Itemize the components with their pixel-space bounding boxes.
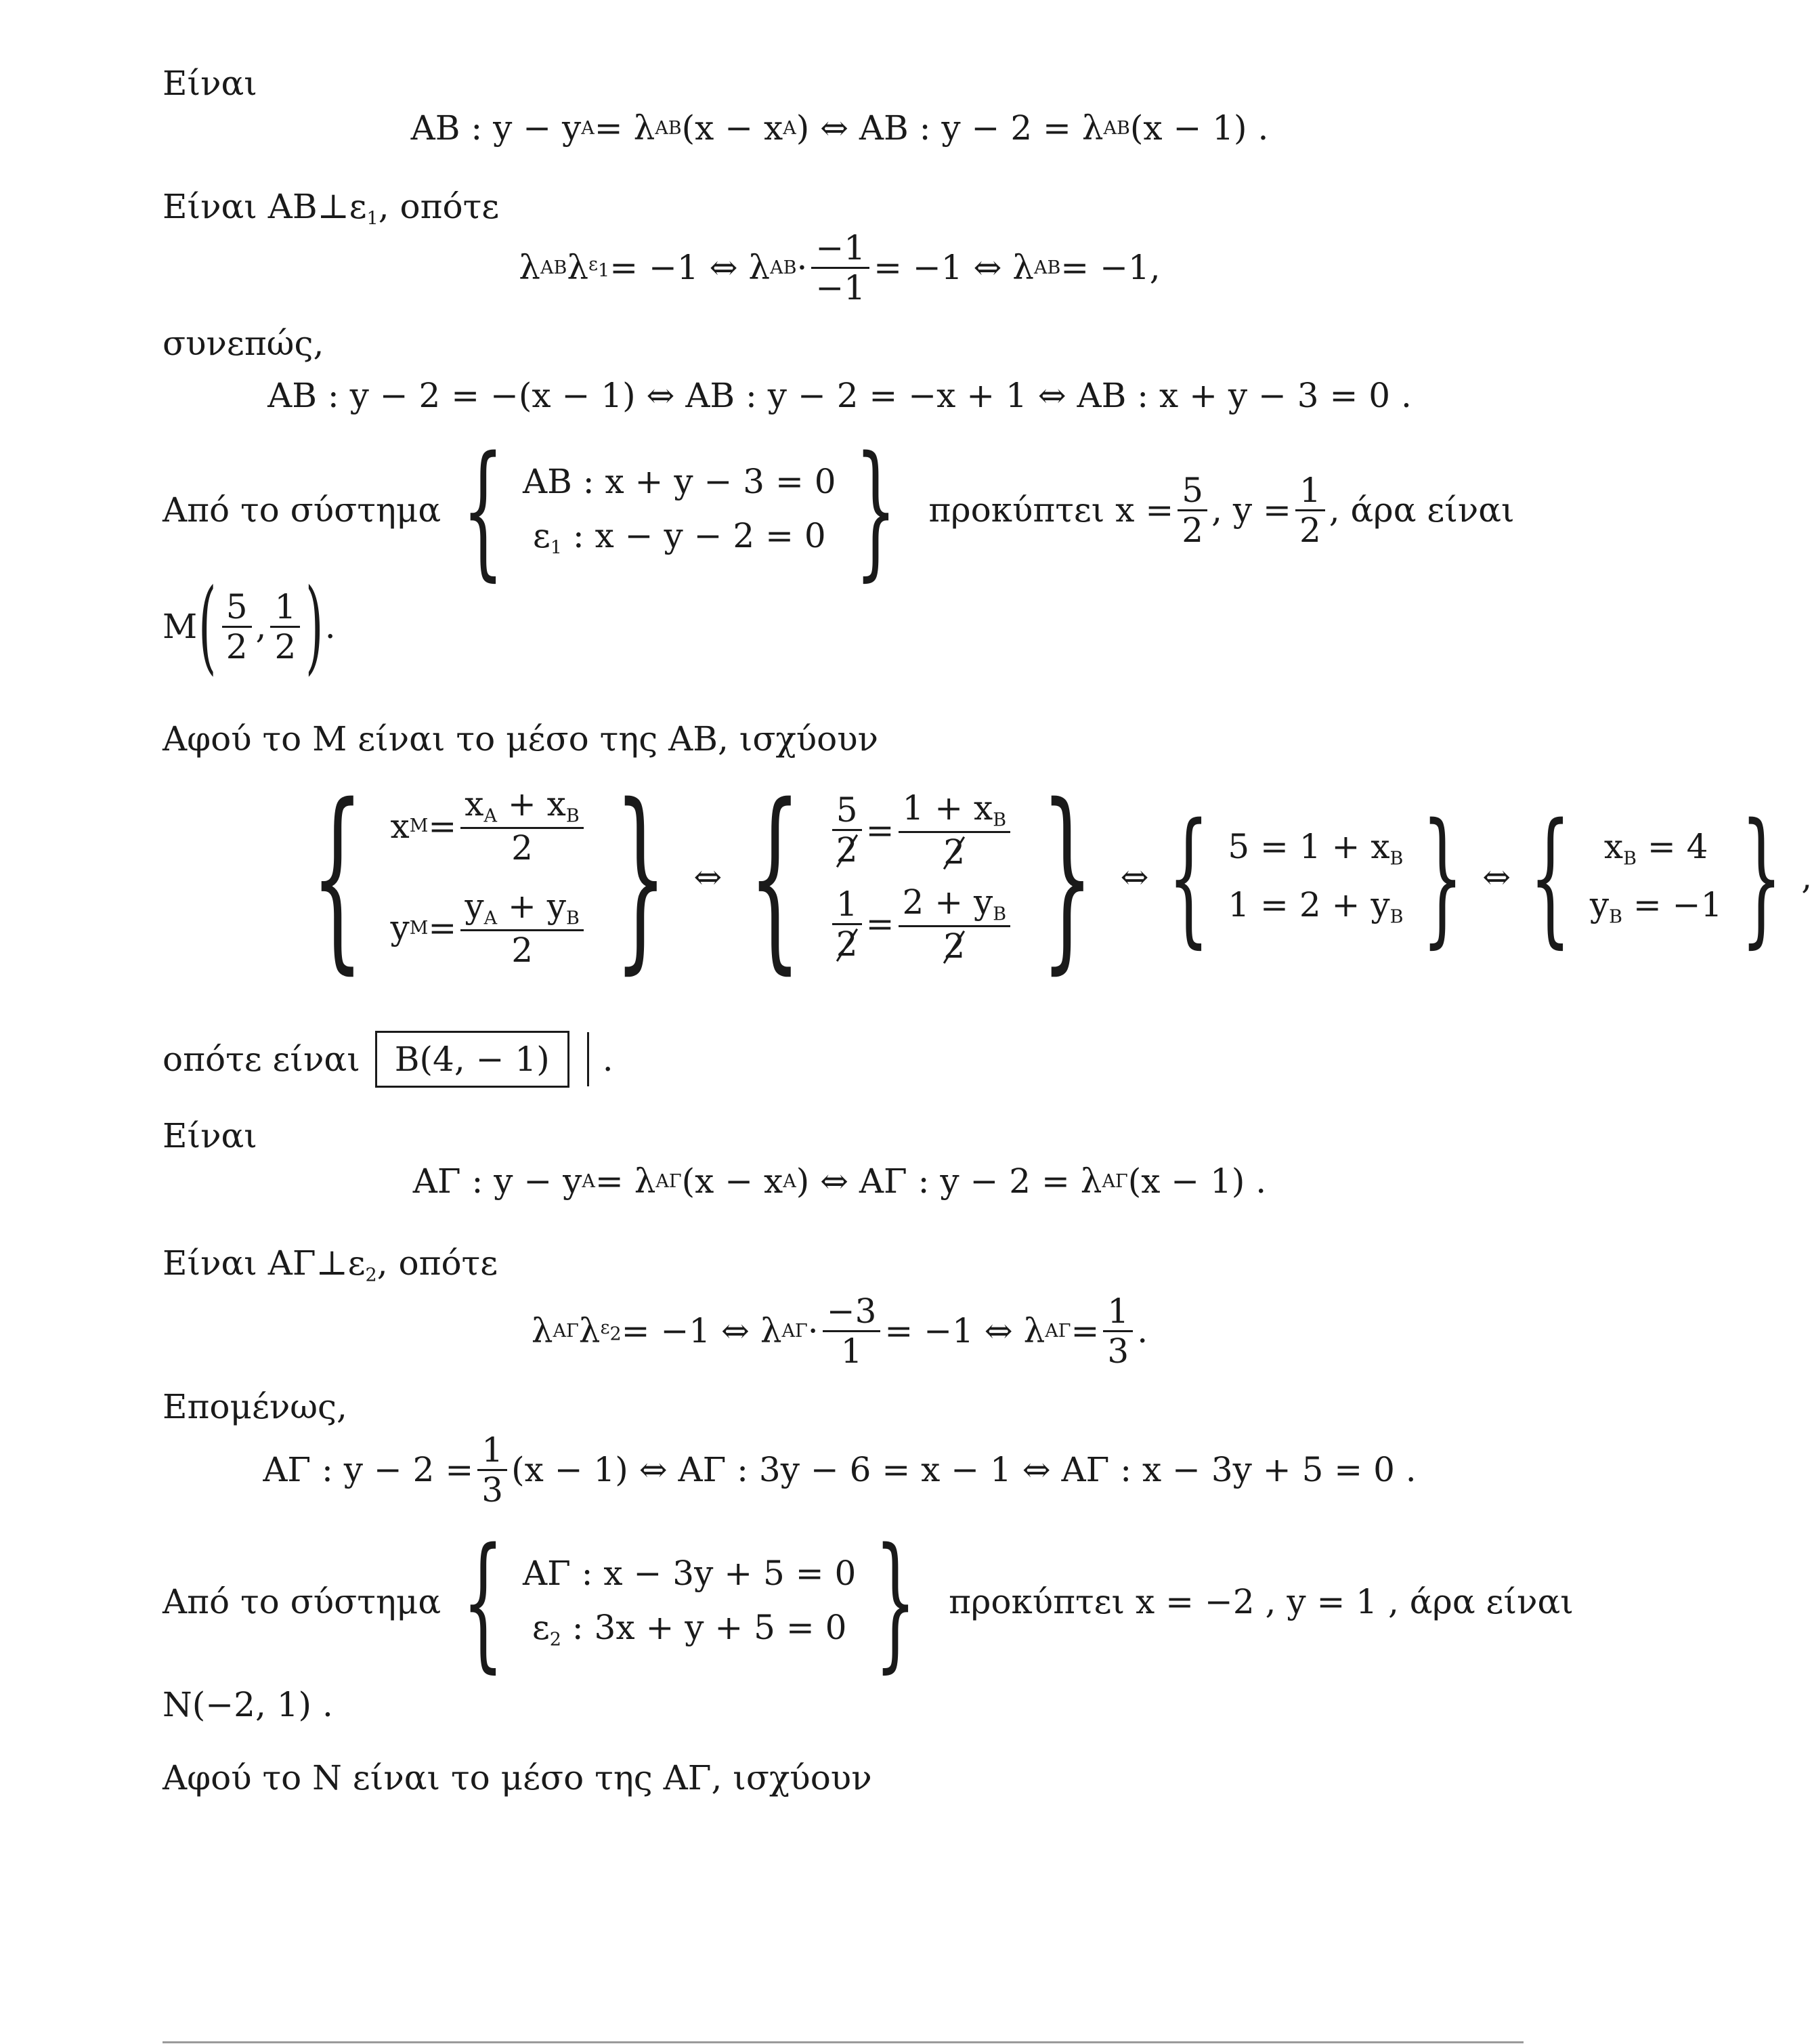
midpoint-ab-system: { x M = $\frac{x_A + x_B}{2}$ y M = $\frac{y_A + y_B}{2}$ } ⇔ { $\frac{5}{2}$ = $\frac{1 + x_B}{2}$ $\frac{1}{2}$ = $\frac{2 + y_B}{2}$ } ⇔ { $5 = 1 + x_B$ $1 = 2 + y_B$ } ⇔ { $x_B = 4$ $y_B = -1$ } , (311, 763, 1812, 992)
text-einai-2: Είναι (163, 1116, 257, 1155)
text-midpoint-ab: Αφού το M είναι το μέσο της AB, ισχύουν (163, 719, 879, 759)
equation-ag-final: AΓ : y − 2 = $\frac{1}{3}$ (x − 1) ⇔ AΓ : 3y − 6 = x − 1 ⇔ AΓ : x − 3y + 5 = 0 . (263, 1430, 1417, 1510)
equation-lambda-ab: λ AB λ $\varepsilon_1$ = −1 ⇔ λ AB · $\frac{-1}{-1}$ = −1 ⇔ λ AB = −1, (519, 228, 1161, 307)
text-einai-1: Είναι (163, 64, 257, 103)
footer-rule (163, 2041, 1524, 2043)
point-n: N(−2, 1) . (163, 1685, 333, 1724)
equation-ag-line: AΓ : y − y A = λ AΓ (x − x A ) ⇔ AΓ : y − 2 = λ AΓ (x − 1) . (412, 1162, 1267, 1201)
equation-ab-line: AB : y − y A = λ AB (x − x A ) ⇔ AB : y − 2 = λ AB (x − 1) . (410, 108, 1269, 148)
fraction: $\frac{-1}{-1}$ (811, 229, 869, 307)
boxed-answer: B(4, − 1) (375, 1031, 569, 1088)
text-epomenos: Επομένως, (163, 1387, 347, 1426)
equation-ab-final: AB : y − 2 = −(x − 1) ⇔ AB : y − 2 = −x + 1 ⇔ AB : x + y − 3 = 0 . (267, 376, 1412, 415)
right-brace: } (855, 425, 897, 595)
text-perpendicular-e1: Είναι $AB\perp\varepsilon_1$, οπότε (163, 187, 500, 230)
equation-lambda-ag: λ AΓ λ $\varepsilon_2$ = −1 ⇔ λ AΓ · $\frac{-3}{1}$ = −1 ⇔ λ AΓ = $\frac{1}{3}$ . (531, 1291, 1148, 1371)
system-2: Από το σύστημα { AΓ : x − 3y + 5 = 0 $\varepsilon_2$ : 3x + y + 5 = 0 } προκύπτει x = −2 , y = 1 , άρα είναι (163, 1516, 1574, 1687)
point-m: M ( $\frac{5}{2}$ , $\frac{1}{2}$ ) . (163, 568, 336, 685)
system-1: Από το σύστημα { AB : x + y − 3 = 0 $\varepsilon_1$ : x − y − 2 = 0 } προκύπτει x = $\frac{5}{2}$ , y = $\frac{1}{2}$ , άρα είναι (163, 425, 1515, 595)
result-b: οπότε είναι B(4, − 1) . (163, 1031, 613, 1088)
text-perpendicular-e2: Είναι $A\Gamma\perp\varepsilon_2$, οπότε (163, 1243, 498, 1286)
text-synepos: συνεπώς, (163, 324, 324, 363)
left-brace: { (462, 425, 504, 595)
text-midpoint-ag: Αφού το N είναι το μέσο της AΓ, ισχύουν (163, 1758, 872, 1797)
